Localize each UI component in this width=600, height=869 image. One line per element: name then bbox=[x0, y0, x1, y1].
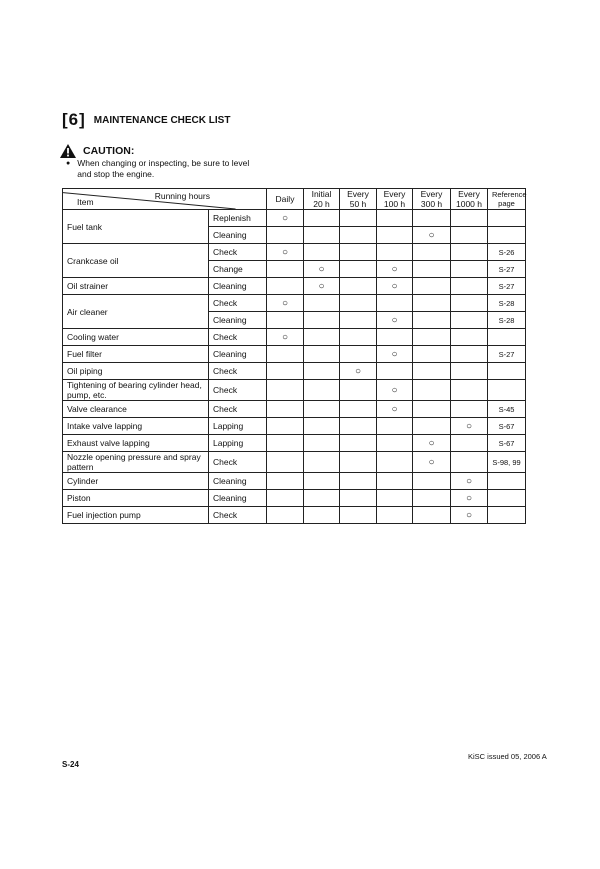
action-cell: Change bbox=[209, 261, 267, 278]
reference-page-cell: S-67 bbox=[488, 418, 526, 435]
interval-empty-cell bbox=[413, 418, 451, 435]
interval-empty-cell bbox=[413, 312, 451, 329]
interval-empty-cell bbox=[413, 210, 451, 227]
action-cell: Lapping bbox=[209, 435, 267, 452]
reference-page-cell bbox=[488, 210, 526, 227]
interval-empty-cell bbox=[413, 278, 451, 295]
action-cell: Cleaning bbox=[209, 490, 267, 507]
interval-empty-cell bbox=[304, 473, 340, 490]
interval-empty-cell bbox=[451, 227, 488, 244]
table-row bbox=[63, 507, 526, 524]
bullet-icon: ● bbox=[66, 160, 71, 167]
interval-empty-cell bbox=[340, 507, 377, 524]
action-cell: Cleaning bbox=[209, 473, 267, 490]
column-header-line: Every bbox=[420, 189, 443, 199]
interval-empty-cell bbox=[304, 363, 340, 380]
interval-empty-cell bbox=[377, 244, 413, 261]
interval-empty-cell bbox=[413, 329, 451, 346]
action-cell: Cleaning bbox=[209, 227, 267, 244]
interval-empty-cell bbox=[451, 278, 488, 295]
interval-empty-cell bbox=[340, 380, 377, 401]
reference-page-cell bbox=[488, 363, 526, 380]
action-cell: Check bbox=[209, 507, 267, 524]
interval-empty-cell bbox=[304, 435, 340, 452]
item-cell: Nozzle opening pressure and spray pattern bbox=[63, 452, 209, 473]
item-cell: Air cleaner bbox=[63, 295, 209, 329]
table-row bbox=[63, 346, 526, 363]
column-header-line: Reference bbox=[492, 190, 527, 199]
interval-mark-cell: ○ bbox=[451, 418, 488, 435]
interval-empty-cell bbox=[267, 278, 304, 295]
interval-empty-cell bbox=[267, 261, 304, 278]
interval-empty-cell bbox=[267, 346, 304, 363]
table-row bbox=[63, 329, 526, 346]
interval-empty-cell bbox=[267, 401, 304, 418]
interval-empty-cell bbox=[413, 490, 451, 507]
interval-empty-cell bbox=[267, 490, 304, 507]
page-number: S-24 bbox=[62, 760, 79, 769]
reference-page-cell: S-26 bbox=[488, 244, 526, 261]
interval-mark-cell: ○ bbox=[267, 295, 304, 312]
action-cell: Check bbox=[209, 244, 267, 261]
interval-empty-cell bbox=[304, 401, 340, 418]
item-cell: Intake valve lapping bbox=[63, 418, 209, 435]
table-row bbox=[63, 473, 526, 490]
interval-mark-cell: ○ bbox=[267, 329, 304, 346]
reference-page-cell: S-67 bbox=[488, 435, 526, 452]
interval-empty-cell bbox=[267, 363, 304, 380]
interval-mark-cell: ○ bbox=[413, 452, 451, 473]
column-header-line: 1000 h bbox=[456, 199, 482, 209]
interval-empty-cell bbox=[413, 295, 451, 312]
interval-empty-cell bbox=[340, 227, 377, 244]
interval-empty-cell bbox=[267, 380, 304, 401]
interval-mark-cell: ○ bbox=[377, 401, 413, 418]
interval-empty-cell bbox=[304, 452, 340, 473]
interval-empty-cell bbox=[451, 295, 488, 312]
reference-page-cell bbox=[488, 227, 526, 244]
table-row bbox=[63, 380, 526, 401]
table-row bbox=[63, 435, 526, 452]
caution-heading bbox=[60, 144, 134, 158]
item-label: Item bbox=[77, 197, 94, 207]
column-header bbox=[451, 189, 488, 210]
interval-empty-cell bbox=[304, 418, 340, 435]
item-cell: Fuel filter bbox=[63, 346, 209, 363]
column-header bbox=[488, 189, 526, 210]
reference-page-cell: S-27 bbox=[488, 346, 526, 363]
action-cell: Check bbox=[209, 329, 267, 346]
column-header bbox=[413, 189, 451, 210]
column-header-line: Daily bbox=[275, 194, 295, 204]
interval-empty-cell bbox=[413, 401, 451, 418]
interval-mark-cell: ○ bbox=[340, 363, 377, 380]
interval-empty-cell bbox=[340, 473, 377, 490]
interval-empty-cell bbox=[340, 295, 377, 312]
action-cell: Cleaning bbox=[209, 346, 267, 363]
interval-empty-cell bbox=[304, 312, 340, 329]
table-row bbox=[63, 210, 526, 227]
interval-empty-cell bbox=[304, 329, 340, 346]
action-cell: Cleaning bbox=[209, 278, 267, 295]
column-header bbox=[267, 189, 304, 210]
interval-empty-cell bbox=[304, 507, 340, 524]
item-cell: Cooling water bbox=[63, 329, 209, 346]
table-row bbox=[63, 363, 526, 380]
item-cell: Oil strainer bbox=[63, 278, 209, 295]
section-title: MAINTENANCE CHECK LIST bbox=[93, 114, 231, 126]
table-row bbox=[63, 418, 526, 435]
interval-mark-cell: ○ bbox=[413, 227, 451, 244]
action-cell: Check bbox=[209, 380, 267, 401]
maintenance-check-table bbox=[62, 188, 526, 524]
interval-empty-cell bbox=[451, 312, 488, 329]
interval-empty-cell bbox=[377, 363, 413, 380]
issue-note: KiSC issued 05, 2006 A bbox=[468, 752, 547, 761]
interval-empty-cell bbox=[304, 380, 340, 401]
column-header bbox=[377, 189, 413, 210]
interval-mark-cell: ○ bbox=[377, 346, 413, 363]
section-number: [6] bbox=[62, 110, 86, 129]
column-header bbox=[340, 189, 377, 210]
interval-empty-cell bbox=[413, 507, 451, 524]
interval-empty-cell bbox=[451, 261, 488, 278]
interval-empty-cell bbox=[304, 244, 340, 261]
interval-empty-cell bbox=[304, 210, 340, 227]
column-header-line: 50 h bbox=[349, 199, 367, 209]
item-cell: Cylinder bbox=[63, 473, 209, 490]
interval-empty-cell bbox=[340, 278, 377, 295]
reference-page-cell bbox=[488, 490, 526, 507]
reference-page-cell: S-28 bbox=[488, 295, 526, 312]
interval-empty-cell bbox=[267, 473, 304, 490]
interval-empty-cell bbox=[340, 435, 377, 452]
interval-empty-cell bbox=[451, 244, 488, 261]
interval-empty-cell bbox=[377, 295, 413, 312]
interval-mark-cell: ○ bbox=[377, 261, 413, 278]
action-cell: Check bbox=[209, 452, 267, 473]
column-header-line: 300 h bbox=[420, 199, 443, 209]
caution-line: and stop the engine. bbox=[77, 169, 155, 179]
column-header-line: page bbox=[498, 199, 515, 208]
item-cell: Valve clearance bbox=[63, 401, 209, 418]
interval-empty-cell bbox=[451, 363, 488, 380]
reference-page-cell: S-98, 99 bbox=[488, 452, 526, 473]
interval-mark-cell: ○ bbox=[304, 278, 340, 295]
reference-page-cell: S-27 bbox=[488, 278, 526, 295]
interval-mark-cell: ○ bbox=[377, 380, 413, 401]
interval-empty-cell bbox=[340, 490, 377, 507]
interval-mark-cell: ○ bbox=[304, 261, 340, 278]
reference-page-cell: S-45 bbox=[488, 401, 526, 418]
action-cell: Check bbox=[209, 295, 267, 312]
interval-empty-cell bbox=[451, 346, 488, 363]
interval-empty-cell bbox=[304, 346, 340, 363]
interval-empty-cell bbox=[304, 490, 340, 507]
item-cell: Oil piping bbox=[63, 363, 209, 380]
reference-page-cell: S-27 bbox=[488, 261, 526, 278]
interval-mark-cell: ○ bbox=[377, 312, 413, 329]
interval-empty-cell bbox=[340, 329, 377, 346]
table-row bbox=[63, 452, 526, 473]
interval-empty-cell bbox=[340, 244, 377, 261]
action-cell: Replenish bbox=[209, 210, 267, 227]
column-header-line: 20 h bbox=[313, 199, 330, 209]
reference-page-cell bbox=[488, 380, 526, 401]
interval-empty-cell bbox=[413, 244, 451, 261]
interval-mark-cell: ○ bbox=[451, 473, 488, 490]
table-row bbox=[63, 278, 526, 295]
interval-empty-cell bbox=[413, 363, 451, 380]
interval-empty-cell bbox=[340, 452, 377, 473]
reference-page-cell: S-28 bbox=[488, 312, 526, 329]
interval-empty-cell bbox=[451, 210, 488, 227]
interval-empty-cell bbox=[377, 418, 413, 435]
action-cell: Cleaning bbox=[209, 312, 267, 329]
interval-empty-cell bbox=[340, 418, 377, 435]
running-hours-label: Running hours bbox=[154, 191, 210, 201]
interval-empty-cell bbox=[377, 452, 413, 473]
interval-empty-cell bbox=[451, 329, 488, 346]
item-cell: Piston bbox=[63, 490, 209, 507]
table-row bbox=[63, 295, 526, 312]
interval-mark-cell: ○ bbox=[267, 244, 304, 261]
interval-empty-cell bbox=[304, 295, 340, 312]
caution-note bbox=[66, 158, 287, 180]
action-cell: Check bbox=[209, 401, 267, 418]
action-cell: Lapping bbox=[209, 418, 267, 435]
interval-mark-cell: ○ bbox=[267, 210, 304, 227]
interval-empty-cell bbox=[413, 473, 451, 490]
interval-empty-cell bbox=[267, 435, 304, 452]
item-cell: Tightening of bearing cylinder head, pump, etc. bbox=[63, 380, 209, 401]
table-row bbox=[63, 244, 526, 261]
interval-empty-cell bbox=[377, 227, 413, 244]
interval-empty-cell bbox=[267, 312, 304, 329]
column-header-line: Every bbox=[458, 189, 480, 199]
caution-line: When changing or inspecting, be sure to level bbox=[77, 158, 250, 168]
item-cell: Exhaust valve lapping bbox=[63, 435, 209, 452]
interval-empty-cell bbox=[413, 380, 451, 401]
interval-empty-cell bbox=[377, 435, 413, 452]
column-header-line: Initial bbox=[311, 189, 332, 199]
caution-label: CAUTION: bbox=[83, 145, 135, 157]
reference-page-cell bbox=[488, 507, 526, 524]
interval-mark-cell: ○ bbox=[413, 435, 451, 452]
section-heading bbox=[62, 110, 230, 130]
interval-empty-cell bbox=[377, 210, 413, 227]
table-corner-header bbox=[63, 189, 267, 210]
warning-triangle-icon bbox=[60, 144, 76, 158]
column-header-line: Every bbox=[347, 189, 369, 199]
item-cell: Fuel injection pump bbox=[63, 507, 209, 524]
interval-empty-cell bbox=[340, 346, 377, 363]
item-cell: Crankcase oil bbox=[63, 244, 209, 278]
interval-empty-cell bbox=[451, 401, 488, 418]
column-header-line: 100 h bbox=[383, 199, 406, 209]
interval-empty-cell bbox=[413, 261, 451, 278]
interval-empty-cell bbox=[340, 312, 377, 329]
interval-mark-cell: ○ bbox=[451, 507, 488, 524]
table-row bbox=[63, 401, 526, 418]
interval-empty-cell bbox=[267, 452, 304, 473]
column-header-line: Every bbox=[383, 189, 406, 199]
interval-empty-cell bbox=[451, 452, 488, 473]
interval-empty-cell bbox=[377, 507, 413, 524]
interval-empty-cell bbox=[377, 329, 413, 346]
interval-empty-cell bbox=[267, 418, 304, 435]
interval-empty-cell bbox=[267, 507, 304, 524]
interval-empty-cell bbox=[377, 490, 413, 507]
interval-empty-cell bbox=[267, 227, 304, 244]
interval-empty-cell bbox=[340, 261, 377, 278]
item-cell: Fuel tank bbox=[63, 210, 209, 244]
reference-page-cell bbox=[488, 329, 526, 346]
interval-empty-cell bbox=[377, 473, 413, 490]
interval-empty-cell bbox=[451, 380, 488, 401]
column-header bbox=[304, 189, 340, 210]
interval-empty-cell bbox=[304, 227, 340, 244]
reference-page-cell bbox=[488, 473, 526, 490]
interval-mark-cell: ○ bbox=[377, 278, 413, 295]
interval-mark-cell: ○ bbox=[451, 490, 488, 507]
action-cell: Check bbox=[209, 363, 267, 380]
interval-empty-cell bbox=[413, 346, 451, 363]
interval-empty-cell bbox=[451, 435, 488, 452]
interval-empty-cell bbox=[340, 401, 377, 418]
table-row bbox=[63, 490, 526, 507]
interval-empty-cell bbox=[340, 210, 377, 227]
